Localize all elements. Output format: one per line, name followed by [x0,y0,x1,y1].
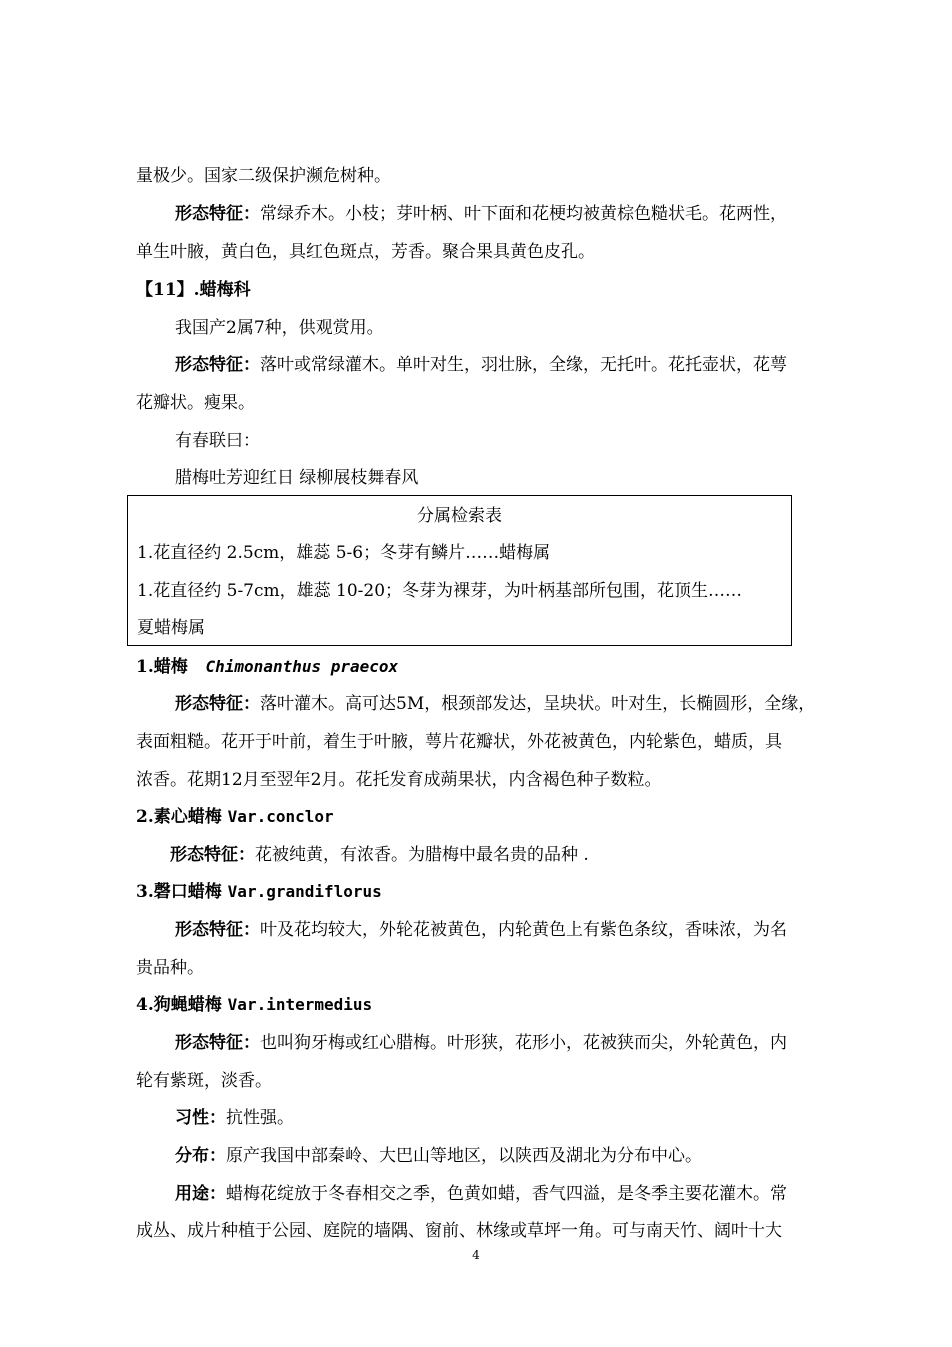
species-heading [136,804,334,830]
text: 蜡梅花绽放于冬春相交之季，色黄如蜡，香气四溢，是冬季主要花灌木。常 [226,1184,787,1204]
paragraph-line [175,352,787,378]
genus-key-table [127,495,792,646]
paragraph-line: 我国产2属7种，供观赏用。 [175,318,384,338]
label: 形态特征： [175,920,260,940]
label: 形态特征： [170,845,255,865]
paragraph-line: 花瓣状。瘦果。 [136,393,255,413]
paragraph-line [170,842,589,868]
key-table-row: 1.花直径约 2.5cm，雄蕊 5-6；冬芽有鳞片……蜡梅属 [137,543,551,563]
paragraph-line [175,1030,787,1056]
text: 也叫狗牙梅或红心腊梅。叶形狭，花形小，花被狭而尖，外轮黄色，内 [260,1033,787,1053]
species-heading [136,654,398,680]
text: 常绿乔木。小枝；芽叶柄、叶下面和花梗均被黄棕色糙状毛。花两性， [260,204,787,224]
label: 习性： [175,1108,226,1128]
species-heading [136,992,372,1018]
latin-name: Var.conclor [227,807,334,826]
species-name: 1.蜡梅 [136,657,188,677]
paragraph-line: 有春联曰： [175,431,260,451]
label: 用途： [175,1184,226,1204]
paragraph-line [175,917,787,943]
text: 花被纯黄，有浓香。为腊梅中最名贵的品种 . [255,845,589,865]
text: 抗性强。 [226,1108,294,1128]
page-number: 4 [472,1248,480,1262]
paragraph-line [175,201,787,227]
label: 分布： [175,1146,226,1166]
species-name: 4.狗蝇蜡梅 [136,995,222,1015]
text: 落叶灌木。高可达5M，根颈部发达，呈块状。叶对生，长椭圆形，全缘， [260,694,816,714]
paragraph-line: 成丛、成片种植于公园、庭院的墙隅、窗前、林缘或草坪一角。可与南天竹、阔叶十大 [136,1221,782,1241]
latin-name: Var.grandiflorus [227,882,382,901]
label: 形态特征： [175,204,260,224]
paragraph-line: 腊梅吐芳迎红日 绿柳展枝舞春风 [175,468,419,488]
paragraph-line: 量极少。国家二级保护濒危树种。 [136,166,391,186]
paragraph-line: 轮有紫斑，淡香。 [136,1071,272,1091]
latin-name: Var.intermedius [227,995,373,1014]
text: 落叶或常绿灌木。单叶对生，羽壮脉，全缘，无托叶。花托壶状，花萼 [260,355,787,375]
species-name: 3.磬口蜡梅 [136,882,222,902]
key-table-row: 1.花直径约 5-7cm，雄蕊 10-20；冬芽为裸芽，为叶柄基部所包围，花顶生…… [137,581,743,601]
species-name: 2.素心蜡梅 [136,807,222,827]
paragraph-line: 单生叶腋，黄白色，具红色斑点，芳香。聚合果具黄色皮孔。 [136,242,595,262]
latin-name: Chimonanthus praecox [205,657,399,676]
paragraph-line [175,1143,702,1169]
text: 原产我国中部秦岭、大巴山等地区，以陕西及湖北为分布中心。 [226,1146,702,1166]
key-table-title: 分属检索表 [417,506,502,526]
text: 叶及花均较大，外轮花被黄色，内轮黄色上有紫色条纹，香味浓，为名 [260,920,787,940]
paragraph-line [175,1105,294,1131]
species-heading [136,879,382,905]
paragraph-line: 贵品种。 [136,958,204,978]
label: 形态特征： [175,1033,260,1053]
label: 形态特征： [175,355,260,375]
paragraph-line: 浓香。花期12月至翌年2月。花托发育成蒴果状，内含褐色种子数粒。 [136,770,662,790]
paragraph-line: 表面粗糙。花开于叶前，着生于叶腋，萼片花瓣状，外花被黄色，内轮紫色，蜡质，具 [136,732,782,752]
family-heading: 【11】.蜡梅科 [136,280,251,300]
key-table-row: 夏蜡梅属 [137,618,205,638]
paragraph-line [175,1181,787,1207]
label: 形态特征： [175,694,260,714]
paragraph-line [175,691,815,717]
